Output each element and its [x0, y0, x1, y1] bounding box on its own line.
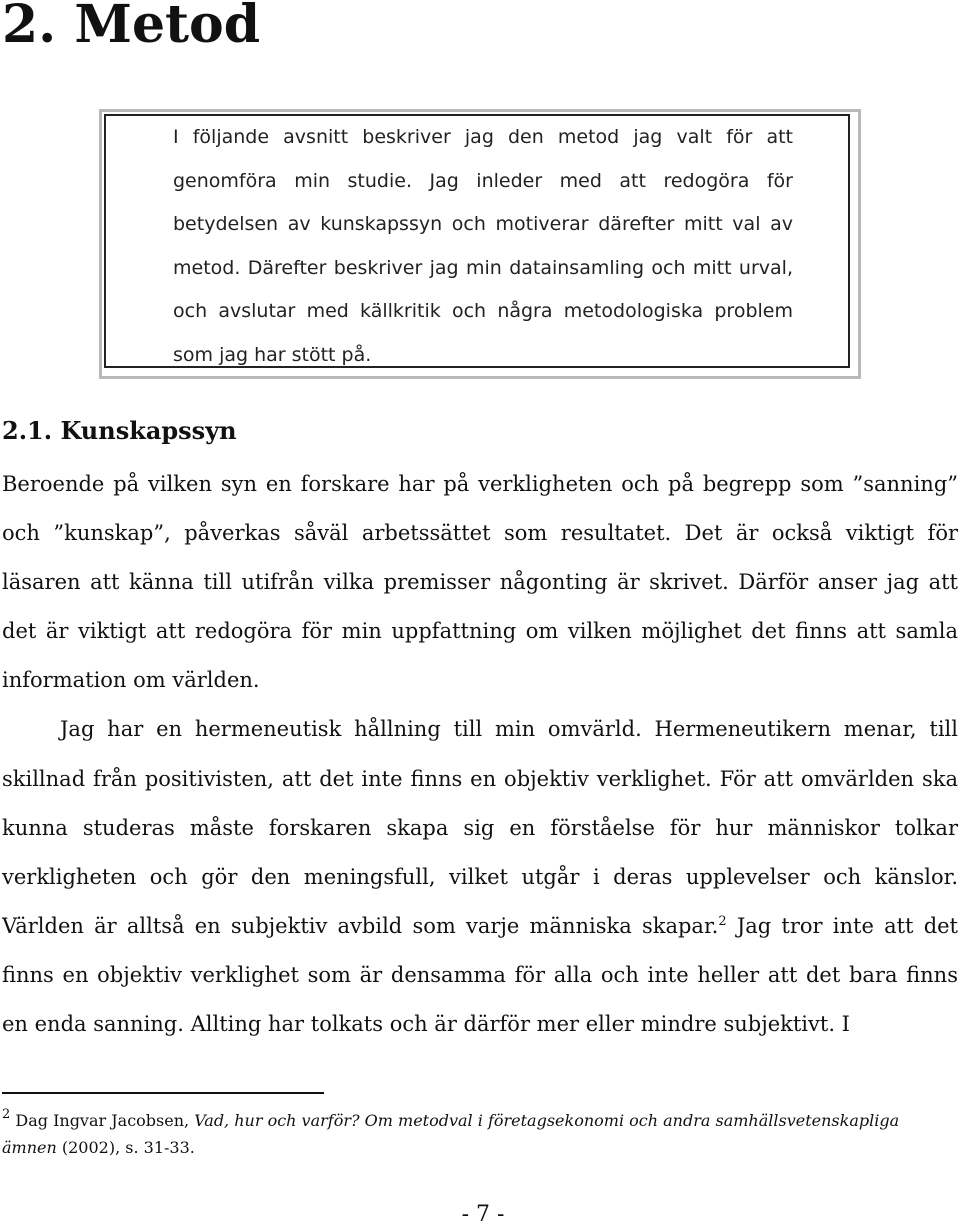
section-body [2, 460, 958, 1049]
footnote-work-title: Vad, hur och varför? Om metodval i företagsekonomi och andra samhällsvetenskapliga ämnen [2, 1111, 900, 1157]
body-paragraph-2-before-ref: Jag har en hermeneutisk hållning till min omvärld. Hermeneutikern menar, till skillnad från positivisten, att det inte finns en objektiv verklighet. För att omvärlden ska kunna studeras måste forskaren skapa sig en förståelse för hur människor tolkar verkligheten och gör den meningsfull, vilket utgår i deras upplevelser och känslor. Världen är alltså en subjektiv avbild som varje människa skapar. [2, 717, 958, 938]
page-number-label: - 7 - [461, 1202, 505, 1227]
body-paragraph-2-after-ref: Jag tror inte att det finns en objektiv verklighet som är densamma för alla och inte heller att det bara finns en enda sanning. Allting har tolkats och är därför mer eller mindre subjektivt. I [2, 913, 959, 1037]
footnote-author: Dag Ingvar Jacobsen, [10, 1111, 195, 1130]
page-number [0, 1202, 960, 1227]
abstract-text: I följande avsnitt beskriver jag den metod jag valt för att genomföra min studie. Jag inleder med att redogöra för betydelsen av kunskapssyn och motiverar därefter mitt val av metod. Därefter beskriver jag min datainsamling och mitt urval, och avslutar med källkritik och några metodologiska problem som jag har stött på. [173, 126, 793, 366]
body-paragraph-1: Beroende på vilken syn en forskare har på verkligheten och på begrepp som ”sanning” och ”kunskap”, påverkas såväl arbetssättet som resultatet. Det är också viktigt för läsaren att känna till utifrån vilka premisser någonting är skrivet. Därför anser jag att det är viktigt att redogöra för min uppfattning om vilken möjlighet det finns att samla information om världen. [2, 472, 958, 693]
chapter-title: 2. Metod [2, 0, 261, 55]
footnote-details: (2002), s. 31-33. [56, 1138, 195, 1157]
section-heading: 2.1. Kunskapssyn [2, 416, 237, 445]
footnote-number: 2 [2, 1107, 11, 1122]
footnote [2, 1107, 932, 1161]
footnote-reference[interactable]: 2 [718, 913, 727, 929]
body-paragraph-2 [2, 705, 958, 1049]
footnote-divider [2, 1092, 324, 1094]
